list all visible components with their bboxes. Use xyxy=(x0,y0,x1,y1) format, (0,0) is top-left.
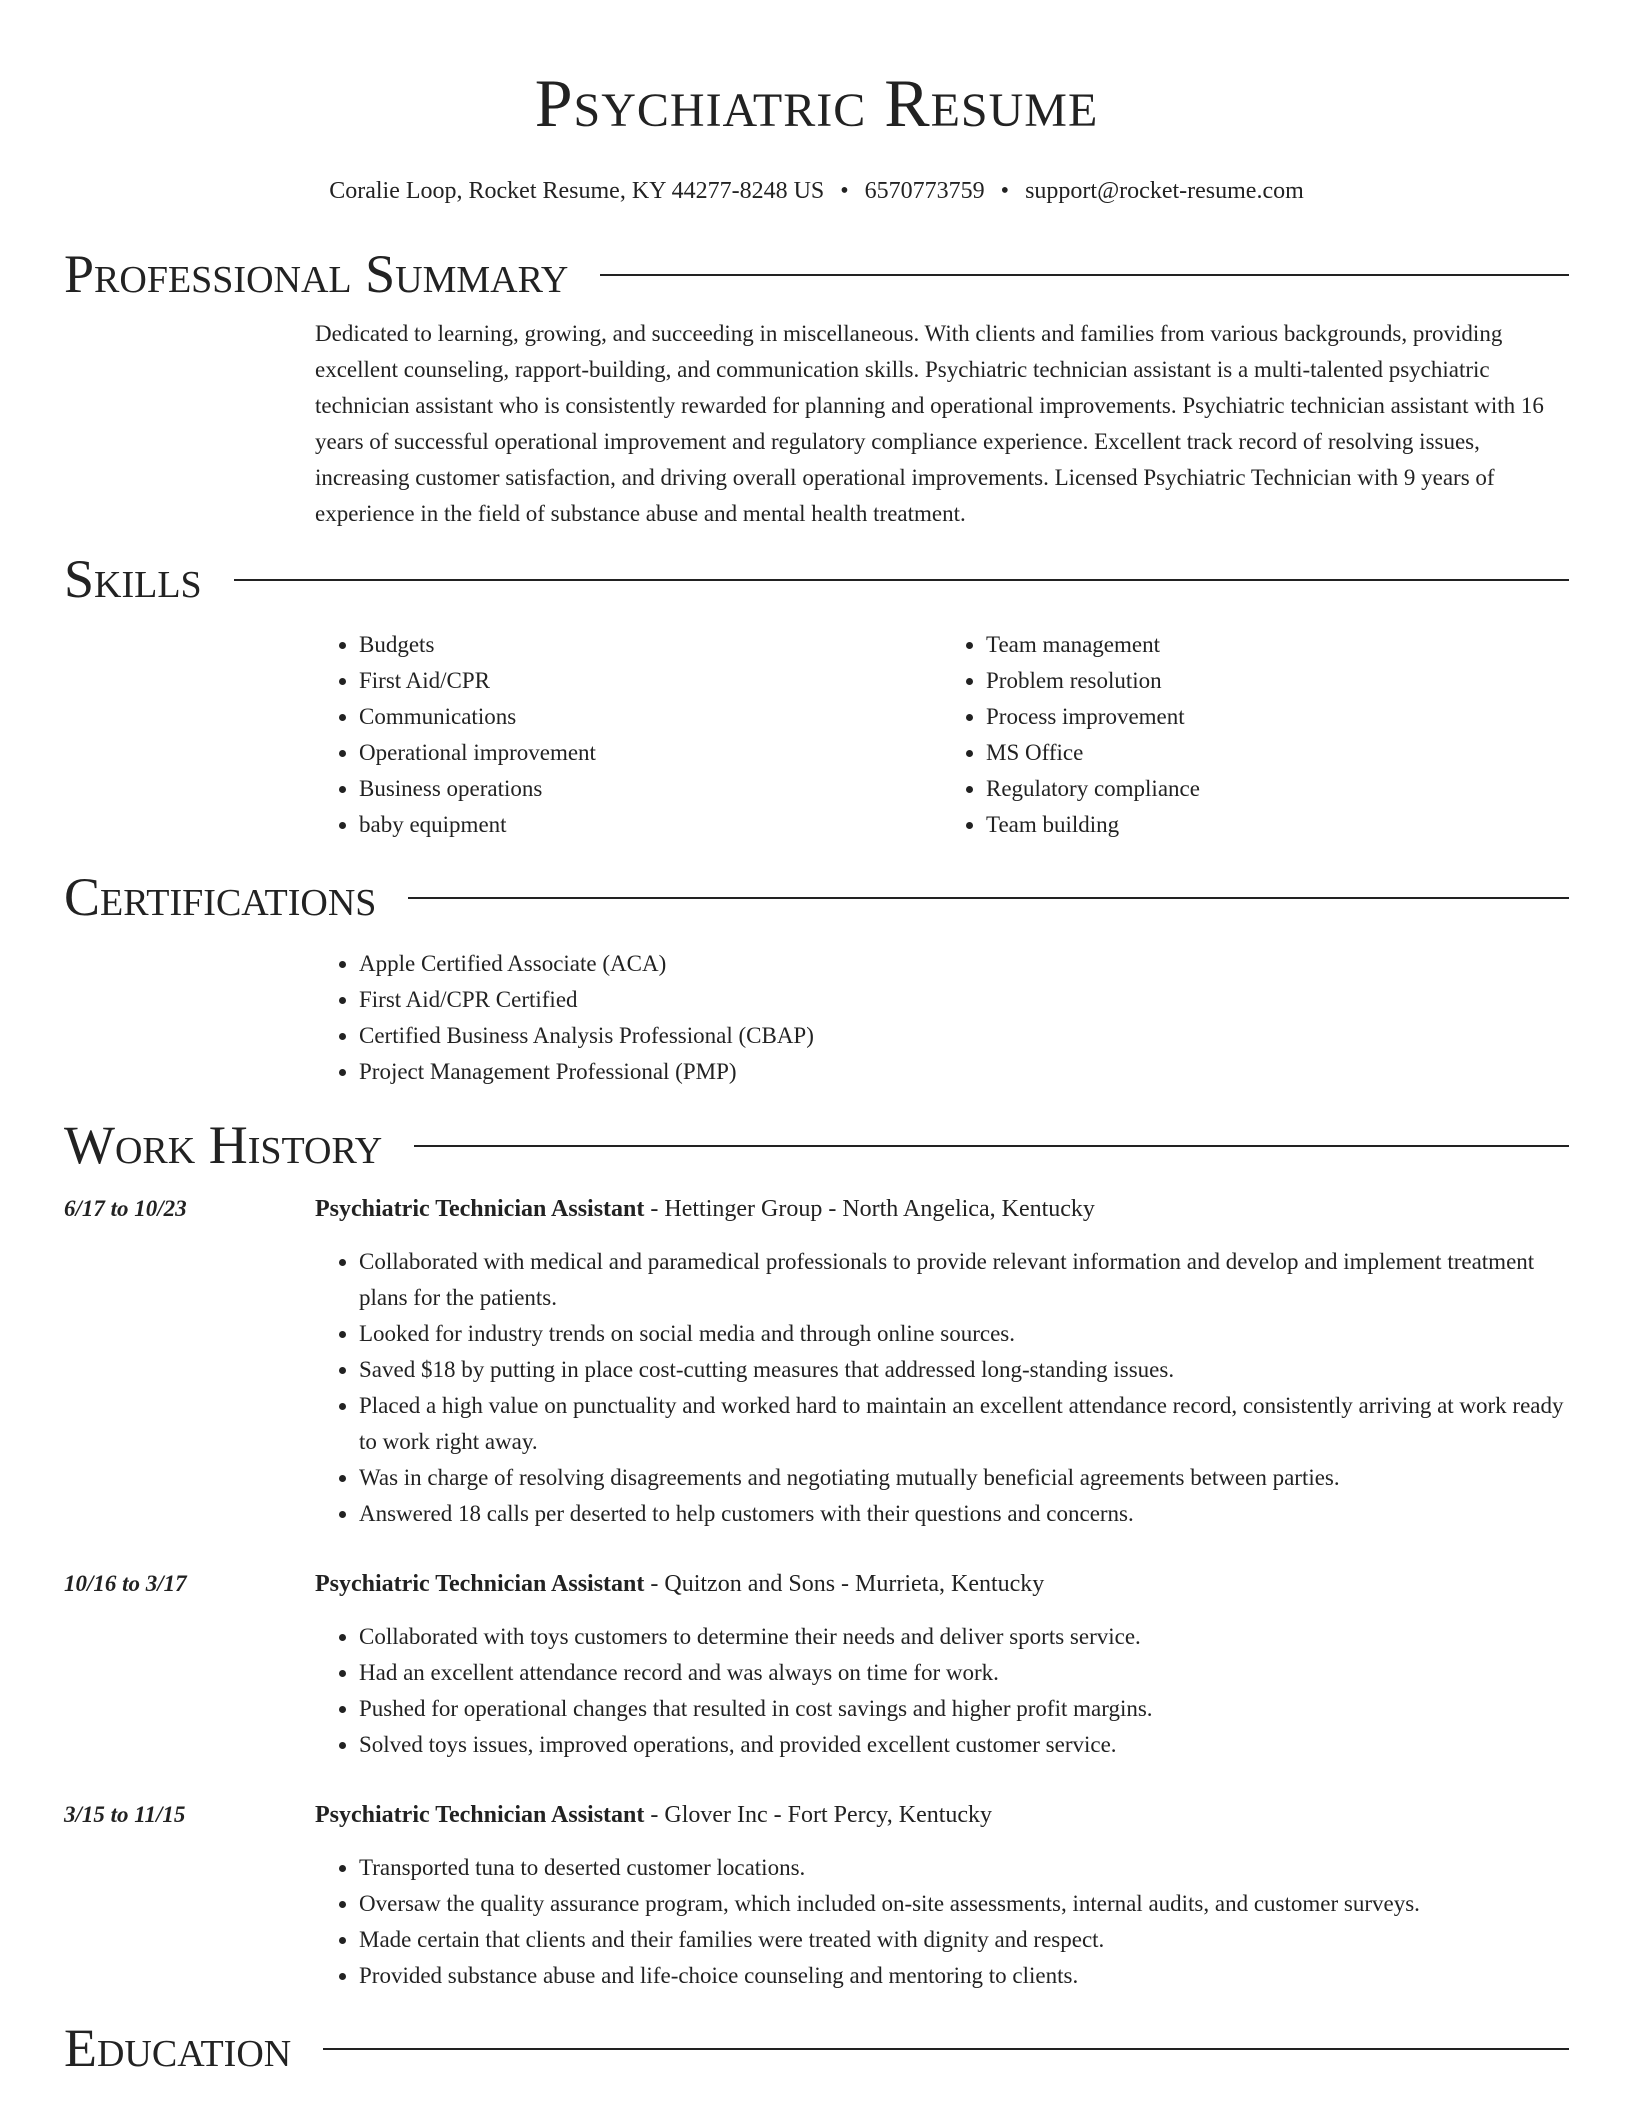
contact-address: Coralie Loop, Rocket Resume, KY 44277-8248 US xyxy=(329,178,825,204)
job-bullet: • Transported tuna to deserted customer locations. xyxy=(359,1850,1569,1886)
job-bullet: • Placed a high value on punctuality and worked hard to maintain an excellent attendance record, consistently arriving at work ready to work right away. xyxy=(359,1388,1569,1460)
summary-text: Dedicated to learning, growing, and succeeding in miscellaneous. With clients and families from various backgrounds, providing excellent counseling, rapport-building, and communication skills. Psychiatric technician assistant is a multi-talented psychiatric technician assistant who is consistently rewarded for planning and operational improvements. Psychiatric technician assistant with 16 years of successful operational improvement and regulatory compliance experience. Excellent track record of resolving issues, increasing customer satisfaction, and driving overall operational improvements. Licensed Psychiatric Technician with 9 years of experience in the field of substance abuse and mental health treatment. xyxy=(315,321,1544,526)
certifications-heading: Certifications xyxy=(64,867,377,927)
certification-item: • Project Management Professional (PMP) xyxy=(359,1054,1569,1090)
skills-list-right xyxy=(942,627,1569,843)
job-bullet: • Looked for industry trends on social media and through online sources. xyxy=(359,1316,1569,1352)
job-heading xyxy=(315,1191,1569,1227)
job-bullet: • Collaborated with medical and paramedical professionals to provide relevant information and develop and implement treatment plans for the patients. xyxy=(359,1244,1569,1316)
skill-item: • Budgets xyxy=(359,627,942,663)
job-entry xyxy=(64,1191,1569,1532)
summary-section-header xyxy=(64,242,1569,306)
skills-heading: Skills xyxy=(64,549,202,609)
skill-item: • MS Office xyxy=(986,735,1569,771)
job-main xyxy=(315,1797,1569,1994)
skill-item: • Team building xyxy=(986,807,1569,843)
contact-email: support@rocket-resume.com xyxy=(1025,178,1304,204)
job-bullet: • Was in charge of resolving disagreements and negotiating mutually beneficial agreements between parties. xyxy=(359,1460,1569,1496)
job-entry xyxy=(64,1797,1569,1994)
job-bullet: • Answered 18 calls per deserted to help customers with their questions and concerns. xyxy=(359,1496,1569,1532)
section-divider xyxy=(234,579,1569,581)
job-bullet: • Saved $18 by putting in place cost-cutting measures that addressed long-standing issues. xyxy=(359,1352,1569,1388)
section-divider xyxy=(408,897,1569,899)
education-heading: Education xyxy=(64,2018,292,2078)
job-bullet: • Pushed for operational changes that resulted in cost savings and higher profit margins. xyxy=(359,1691,1569,1727)
contact-separator: • xyxy=(1000,178,1010,204)
summary-body xyxy=(315,316,1569,532)
job-entry xyxy=(64,1566,1569,1763)
resume-page xyxy=(64,0,1569,2080)
job-dates: 3/15 to 11/15 xyxy=(64,1802,186,1827)
work-section-header xyxy=(64,1113,1569,1177)
job-bullet: • Made certain that clients and their families were treated with dignity and respect. xyxy=(359,1922,1569,1958)
job-title: Psychiatric Technician Assistant xyxy=(315,1196,645,1222)
certification-item: • First Aid/CPR Certified xyxy=(359,982,1569,1018)
contact-phone: 6570773759 xyxy=(864,178,985,204)
job-details: - Quitzon and Sons - Murrieta, Kentucky xyxy=(644,1571,1045,1597)
resume-title: Psychiatric Resume xyxy=(534,65,1099,141)
skill-item: • Regulatory compliance xyxy=(986,771,1569,807)
job-bullet: • Had an excellent attendance record and was always on time for work. xyxy=(359,1655,1569,1691)
skills-grid xyxy=(315,627,1569,843)
skill-item: • Team management xyxy=(986,627,1569,663)
certification-item: • Apple Certified Associate (ACA) xyxy=(359,946,1569,982)
skill-item: • baby equipment xyxy=(359,807,942,843)
job-bullets xyxy=(315,1850,1569,1994)
skill-item: • Problem resolution xyxy=(986,663,1569,699)
section-divider xyxy=(414,1145,1569,1147)
certifications-section-header xyxy=(64,865,1569,929)
job-title: Psychiatric Technician Assistant xyxy=(315,1802,645,1828)
job-bullet: • Collaborated with toys customers to determine their needs and deliver sports service. xyxy=(359,1619,1569,1655)
job-heading xyxy=(315,1566,1569,1602)
job-main xyxy=(315,1191,1569,1532)
skills-list-left xyxy=(315,627,942,843)
job-bullet: • Solved toys issues, improved operations, and provided excellent customer service. xyxy=(359,1727,1569,1763)
job-bullets xyxy=(315,1619,1569,1763)
contact-separator: • xyxy=(840,178,849,204)
job-main xyxy=(315,1566,1569,1763)
job-bullets xyxy=(315,1244,1569,1532)
skill-item: • First Aid/CPR xyxy=(359,663,942,699)
skill-item: • Communications xyxy=(359,699,942,735)
job-dates: 10/16 to 3/17 xyxy=(64,1571,187,1596)
certification-item: • Certified Business Analysis Professional (CBAP) xyxy=(359,1018,1569,1054)
work-heading: Work History xyxy=(64,1115,383,1175)
certifications-list xyxy=(315,946,1569,1090)
job-dates: 6/17 to 10/23 xyxy=(64,1196,187,1221)
section-divider xyxy=(600,274,1569,276)
skill-item: • Business operations xyxy=(359,771,942,807)
job-details: - Hettinger Group - North Angelica, Kentucky xyxy=(644,1196,1095,1222)
section-divider xyxy=(323,2048,1569,2050)
skills-section-header xyxy=(64,547,1569,611)
job-heading xyxy=(315,1797,1569,1833)
skill-item: • Operational improvement xyxy=(359,735,942,771)
education-section-header xyxy=(64,2016,1569,2080)
job-bullet: • Oversaw the quality assurance program, which included on-site assessments, internal audits, and customer surveys. xyxy=(359,1886,1569,1922)
contact-line xyxy=(64,176,1569,206)
job-bullet: • Provided substance abuse and life-choice counseling and mentoring to clients. xyxy=(359,1958,1569,1994)
job-details: - Glover Inc - Fort Percy, Kentucky xyxy=(644,1802,993,1828)
job-title: Psychiatric Technician Assistant xyxy=(315,1571,645,1597)
skill-item: • Process improvement xyxy=(986,699,1569,735)
summary-heading: Professional Summary xyxy=(64,244,569,304)
certifications-body xyxy=(315,946,1569,1090)
